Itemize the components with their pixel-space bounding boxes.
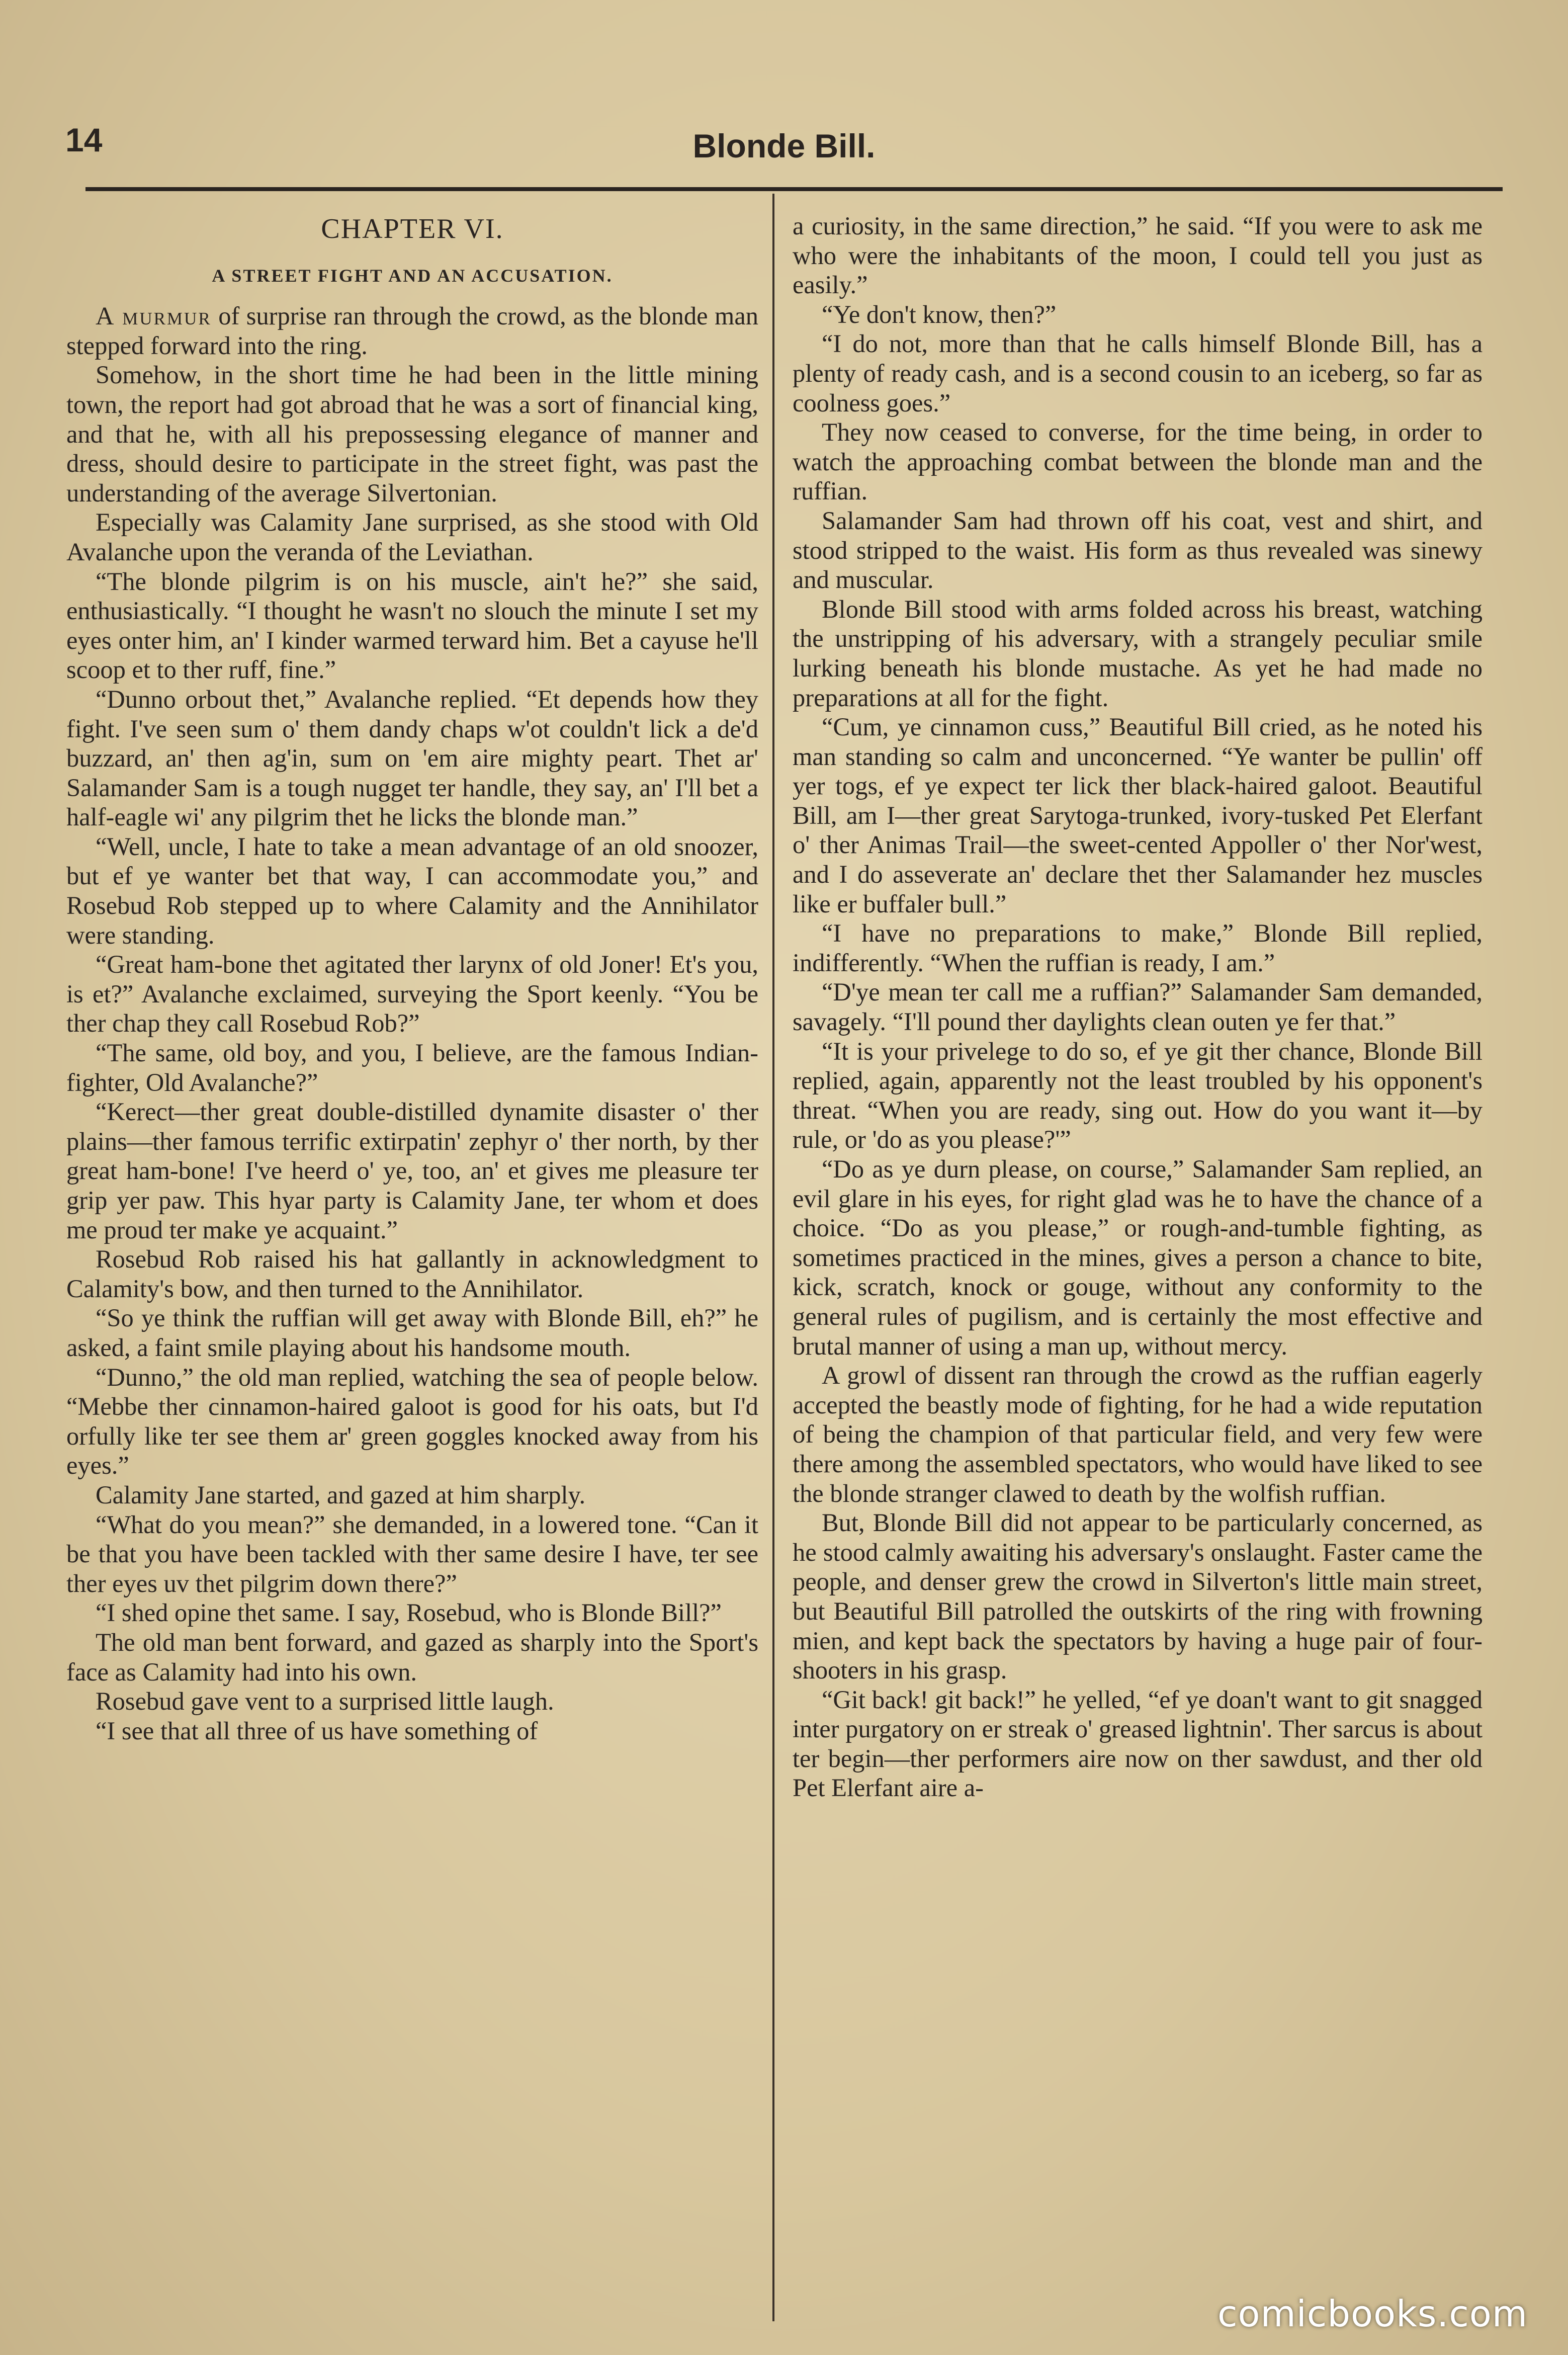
- page-number: 14: [65, 121, 103, 158]
- paragraph: “D'ye mean ter call me a ruffian?” Salamander Sam demanded, savagely. “I'll pound ther daylights clean outen ye fer that.”: [793, 978, 1483, 1036]
- paragraph: “The blonde pilgrim is on his muscle, ain't he?” she said, enthusiastically. “I thought he wasn't no slouch the minute I set my eyes onter him, an' I kinder warmed terward him. Bet a cayuse he'll scoop et to ther ruff, fine.”: [66, 567, 758, 684]
- paragraph: “Great ham-bone thet agitated ther larynx of old Joner! Et's you, is et?” Avalanche exclaimed, surveying the Sport keenly. “You be ther chap they call Rosebud Rob?”: [66, 950, 758, 1038]
- paragraph: “What do you mean?” she demanded, in a lowered tone. “Can it be that you have been tackled with ther same desire I have, ter see ther eyes uv thet pilgrim down there?”: [66, 1510, 758, 1597]
- paragraph: Somehow, in the short time he had been in the little mining town, the report had got abroad that he was a sort of financial king, and that he, with all his prepossessing elegance of manner and dress, should desire to participate in the street fight, was past the understanding of the average Silvertonian.: [66, 361, 758, 507]
- paragraph: “Well, uncle, I hate to take a mean advantage of an old snoozer, but ef ye wanter bet that way, I can accommodate you,” and Rosebud Rob stepped up to where Calamity and the Annihilator were standing.: [66, 832, 758, 949]
- paragraph: a curiosity, in the same direction,” he said. “If you were to ask me who were the inhabitants of the moon, I could tell you just as easily.”: [793, 212, 1483, 299]
- paragraph: “Git back! git back!” he yelled, “ef ye doan't want to git snagged inter purgatory on er streak o' greased lightnin'. Ther sarcus is about ter begin—ther performers aire now on ther sawdust, and ther old Pet Elerfant aire a-: [793, 1685, 1483, 1802]
- left-column: [66, 211, 758, 2324]
- paragraph: “Ye don't know, then?”: [822, 300, 1057, 328]
- paragraph: A growl of dissent ran through the crowd as the ruffian eagerly accepted the beastly mode of fighting, for he had a wide reputation of being the champion of that particular field, and very few were there among the assembled spectators, who would have liked to see the blonde stranger clawed to death by the wolfish ruffian.: [793, 1361, 1483, 1507]
- lead-word: A murmur: [96, 302, 212, 330]
- paragraph: “Dunno,” the old man replied, watching the sea of people below. “Mebbe ther cinnamon-haired galoot is good for his oats, but I'd orfully like ter see them ar' green goggles knocked away from his eyes.”: [66, 1363, 758, 1480]
- paragraph: “So ye think the ruffian will get away with Blonde Bill, eh?” he asked, a faint smile playing about his handsome mouth.: [66, 1304, 758, 1362]
- running-title: Blonde Bill.: [692, 127, 876, 164]
- paragraph: A murmur of surprise ran through the crowd, as the blonde man stepped forward into the ring.: [66, 302, 758, 360]
- page-header: [65, 116, 1503, 176]
- paragraph: “The same, old boy, and you, I believe, are the famous Indian-fighter, Old Avalanche?”: [66, 1039, 758, 1097]
- header-rule: [85, 187, 1503, 191]
- paragraph: “I shed opine thet same. I say, Rosebud, who is Blonde Bill?”: [96, 1599, 722, 1627]
- paragraph: Blonde Bill stood with arms folded across his breast, watching the unstripping of his adversary, with a strangely peculiar smile lurking beneath his blonde mustache. As yet he had made no preparations at all for the fight.: [793, 595, 1483, 712]
- paragraph: Especially was Calamity Jane surprised, as she stood with Old Avalanche upon the veranda of the Leviathan.: [66, 508, 758, 566]
- paragraph: Rosebud gave vent to a surprised little laugh.: [96, 1687, 554, 1716]
- paragraph: “Kerect—ther great double-distilled dynamite disaster o' ther plains—ther famous terrific extirpatin' zephyr o' ther north, by ther great ham-bone! I've heerd o' ye, too, an' et gives me pleasure ter grip yer paw. This hyar party is Calamity Jane, ter whom et does me proud ter make ye acquaint.”: [66, 1098, 758, 1244]
- paragraph: They now ceased to converse, for the time being, in order to watch the approaching combat between the blonde man and the ruffian.: [793, 418, 1483, 506]
- paragraph: “Cum, ye cinnamon cuss,” Beautiful Bill cried, as he noted his man standing so calm and unconcerned. “Ye wanter be pullin' off yer togs, ef ye expect ter lick ther black-haired galoot. Beautiful Bill, am I—ther great Sarytoga-trunked, ivory-tusked Pet Elerfant o' ther Animas Trail—the sweet-cented Appoller o' ther Nor'west, and I do asseverate an' declare thet ther Salamander hez muscles like er buffaler bull.”: [793, 713, 1483, 918]
- paragraph: “I have no preparations to make,” Blonde Bill replied, indifferently. “When the ruffian is ready, I am.”: [793, 919, 1483, 977]
- chapter-subtitle: A STREET FIGHT AND AN ACCUSATION.: [212, 265, 613, 286]
- paragraph: “Dunno orbout thet,” Avalanche replied. “Et depends how they fight. I've seen sum o' them dandy chaps w'ot couldn't lick a de'd buzzard, an' then ag'in, sum on 'em aire mighty peart. Thet ar' Salamander Sam is a tough nugget ter handle, they say, an' I'll bet a half-eagle wi' any pilgrim thet he licks the blonde man.”: [66, 685, 758, 831]
- paragraph: But, Blonde Bill did not appear to be particularly concerned, as he stood calmly awaiting his adversary's onslaught. Faster came the people, and denser grew the crowd in Silverton's little main street, but Beautiful Bill patrolled the outskirts of the ring with frowning mien, and kept back the spectators by having a huge pair of four-shooters in his grasp.: [793, 1508, 1483, 1685]
- paragraph: “It is your privelege to do so, ef ye git ther chance, Blonde Bill replied, again, apparently not the least troubled by his opponent's threat. “When you are ready, sing out. How do you want it—by rule, or 'do as you please?'”: [793, 1037, 1483, 1154]
- paragraph: Calamity Jane started, and gazed at him sharply.: [96, 1480, 586, 1509]
- column-divider: [772, 194, 774, 2321]
- paragraph: “I see that all three of us have something of: [96, 1716, 538, 1745]
- right-column: [793, 211, 1483, 2324]
- chapter-title: CHAPTER VI.: [321, 213, 504, 244]
- paragraph: Salamander Sam had thrown off his coat, vest and shirt, and stood stripped to the waist. His form as thus revealed was sinewy and muscular.: [793, 506, 1483, 594]
- site-watermark: comicbooks.com: [1217, 2293, 1528, 2335]
- paragraph: The old man bent forward, and gazed as sharply into the Sport's face as Calamity had into his own.: [66, 1628, 758, 1686]
- paragraph: Rosebud Rob raised his hat gallantly in acknowledgment to Calamity's bow, and then turned to the Annihilator.: [66, 1245, 758, 1303]
- paragraph: “I do not, more than that he calls himself Blonde Bill, has a plenty of ready cash, and is a second cousin to an iceberg, so far as coolness goes.”: [793, 329, 1483, 417]
- paragraph: “Do as ye durn please, on course,” Salamander Sam replied, an evil glare in his eyes, for right glad was he to have the chance of a choice. “Do as you please,” or rough-and-tumble fighting, as sometimes practiced in the mines, gives a person a chance to bite, kick, scratch, knock or gouge, without any conformity to the general rules of pugilism, and is certainly the most effective and brutal manner of using a man up, without mercy.: [793, 1155, 1483, 1360]
